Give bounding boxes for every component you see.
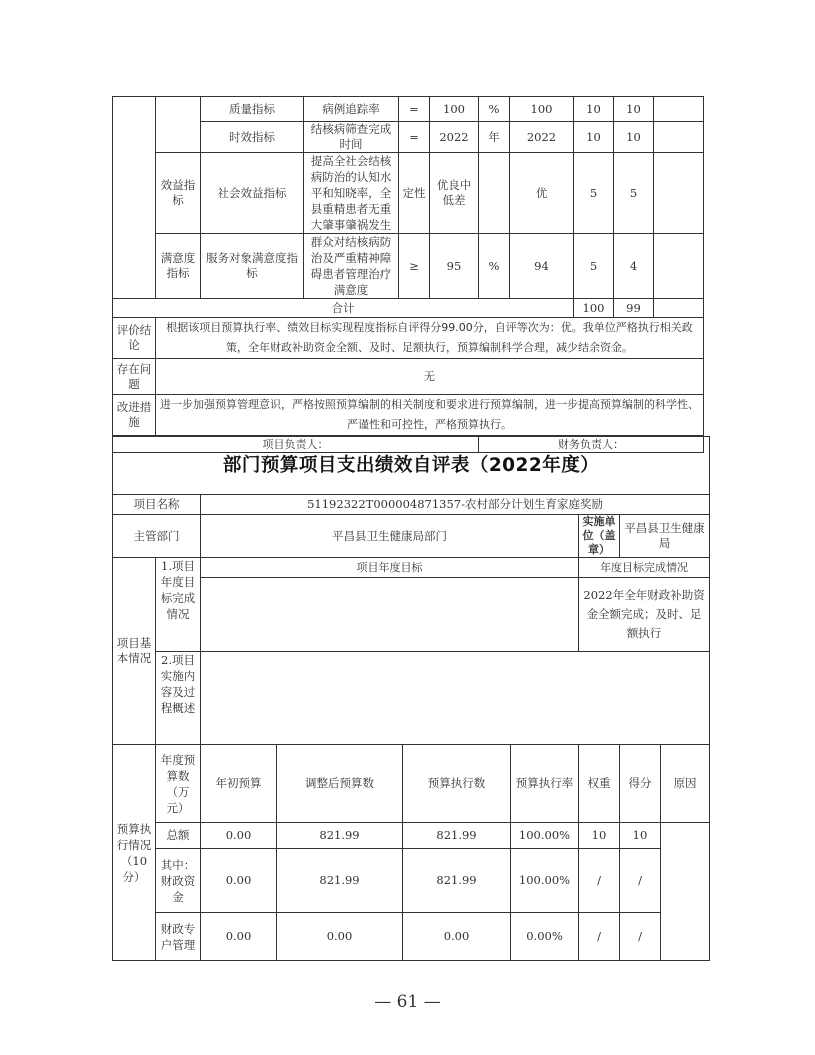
score-value: / bbox=[620, 913, 661, 961]
project-name-label: 项目名称 bbox=[113, 495, 201, 515]
executed-value: 821.99 bbox=[403, 849, 511, 913]
rate-value: 100.00% bbox=[511, 849, 579, 913]
score: 10 bbox=[614, 122, 654, 153]
completion-text: 2022年全年财政补助资金全额完成；及时、足额执行 bbox=[579, 578, 710, 652]
table-row bbox=[113, 153, 704, 234]
goal-header-row bbox=[113, 558, 710, 578]
sub-indicator: 服务对象满意度指标 bbox=[201, 234, 304, 299]
initial-value: 0.00 bbox=[201, 849, 277, 913]
rate-value: 100.00% bbox=[511, 823, 579, 849]
conclusion-row bbox=[113, 318, 704, 359]
total-weight: 100 bbox=[574, 299, 614, 318]
blank-cell bbox=[654, 299, 704, 318]
budget-unit-header: 年度预算数（万元） bbox=[156, 745, 201, 823]
impl-unit: 平昌县卫生健康局 bbox=[620, 515, 710, 558]
problems-row bbox=[113, 359, 704, 395]
unit: 年 bbox=[479, 122, 510, 153]
indicator: 提高全社会结核病防治的认知水平和知晓率，全县重精患者无重大肇事肇祸发生 bbox=[304, 153, 399, 234]
goal-header: 项目年度目标 bbox=[201, 558, 579, 578]
impl-section-label: 2.项目实施内容及过程概述 bbox=[156, 652, 201, 745]
impl-text bbox=[201, 652, 710, 745]
executed-header: 预算执行数 bbox=[403, 745, 511, 823]
measures-label: 改进措施 bbox=[113, 395, 156, 436]
goal-content-row bbox=[113, 578, 710, 652]
budget-section-label: 预算执行情况（10分） bbox=[113, 745, 156, 961]
weight: 5 bbox=[574, 153, 614, 234]
sub-indicator: 时效指标 bbox=[201, 122, 304, 153]
executed-value: 821.99 bbox=[403, 823, 511, 849]
actual: 优 bbox=[510, 153, 574, 234]
conclusion-label: 评价结论 bbox=[113, 318, 156, 359]
self-evaluation-form bbox=[112, 436, 710, 961]
impl-content-row bbox=[113, 652, 710, 745]
dept: 平昌县卫生健康局部门 bbox=[201, 515, 579, 558]
initial-value: 0.00 bbox=[201, 823, 277, 849]
dept-label: 主管部门 bbox=[113, 515, 201, 558]
adjusted-value: 0.00 bbox=[277, 913, 403, 961]
note bbox=[654, 122, 704, 153]
total-score: 99 bbox=[614, 299, 654, 318]
actual: 94 bbox=[510, 234, 574, 299]
sub-indicator: 质量指标 bbox=[201, 97, 304, 122]
finance-lead-signature: 财务负责人： bbox=[479, 436, 704, 453]
problems-label: 存在问题 bbox=[113, 359, 156, 395]
total-row bbox=[113, 299, 704, 318]
unit bbox=[479, 153, 510, 234]
score-value: 10 bbox=[620, 823, 661, 849]
weight: 5 bbox=[574, 234, 614, 299]
unit: % bbox=[479, 234, 510, 299]
actual: 2022 bbox=[510, 122, 574, 153]
indicator: 群众对结核病防治及严重精神障碍患者管理治疗满意度 bbox=[304, 234, 399, 299]
adjusted-value: 821.99 bbox=[277, 849, 403, 913]
indicator: 结核病筛查完成时间 bbox=[304, 122, 399, 153]
weight-value: 10 bbox=[579, 823, 620, 849]
table-row bbox=[113, 97, 704, 122]
target: 优良中低差 bbox=[430, 153, 479, 234]
unit: % bbox=[479, 97, 510, 122]
budget-header-row bbox=[113, 745, 710, 823]
budget-row-label: 其中：财政资金 bbox=[156, 849, 201, 913]
goal-text bbox=[201, 578, 579, 652]
impl-unit-label: 实施单位（盖章） bbox=[579, 515, 620, 558]
score: 5 bbox=[614, 153, 654, 234]
operator: 定性 bbox=[399, 153, 430, 234]
form-title: 部门预算项目支出绩效自评表（2022年度） bbox=[113, 437, 710, 495]
goal-section-label: 1.项目年度目标完成情况 bbox=[156, 558, 201, 652]
category: 满意度指标 bbox=[156, 234, 201, 299]
measures-text: 进一步加强预算管理意识，严格按照预算编制的相关制度和要求进行预算编制，进一步提高预算编制的科学性、严谨性和可控性，严格预算执行。 bbox=[156, 395, 704, 436]
score-value: / bbox=[620, 849, 661, 913]
blank-cell bbox=[113, 97, 156, 299]
operator: = bbox=[399, 97, 430, 122]
target: 100 bbox=[430, 97, 479, 122]
target: 95 bbox=[430, 234, 479, 299]
budget-row-label: 财政专户管理 bbox=[156, 913, 201, 961]
rate-header: 预算执行率 bbox=[511, 745, 579, 823]
operator: = bbox=[399, 122, 430, 153]
weight: 10 bbox=[574, 122, 614, 153]
budget-row-label: 总额 bbox=[156, 823, 201, 849]
weight-value: / bbox=[579, 913, 620, 961]
budget-row bbox=[113, 913, 710, 961]
performance-indicator-table bbox=[112, 96, 704, 453]
score: 10 bbox=[614, 97, 654, 122]
budget-row bbox=[113, 849, 710, 913]
project-name: 51192322T000004871357-农村部分计划生育家庭奖励 bbox=[201, 495, 710, 515]
weight: 10 bbox=[574, 97, 614, 122]
indicator: 病例追踪率 bbox=[304, 97, 399, 122]
target: 2022 bbox=[430, 122, 479, 153]
rate-value: 0.00% bbox=[511, 913, 579, 961]
weight-header: 权重 bbox=[579, 745, 620, 823]
weight-value: / bbox=[579, 849, 620, 913]
dept-row bbox=[113, 515, 710, 558]
page-number: — 61 — bbox=[374, 992, 441, 1012]
total-label: 合计 bbox=[113, 299, 574, 318]
basic-info-label: 项目基本情况 bbox=[113, 558, 156, 745]
project-lead-signature: 项目负责人： bbox=[113, 436, 479, 453]
actual: 100 bbox=[510, 97, 574, 122]
budget-row bbox=[113, 823, 710, 849]
score: 4 bbox=[614, 234, 654, 299]
sub-indicator: 社会效益指标 bbox=[201, 153, 304, 234]
conclusion-text: 根据该项目预算执行率、绩效目标实现程度指标自评得分99.00分，自评等次为：优。我单位严格执行相关政策，全年财政补助资金全额、及时、足额执行，预算编制科学合理，减少结余资金。 bbox=[156, 318, 704, 359]
problems-text: 无 bbox=[156, 359, 704, 395]
adjusted-header: 调整后预算数 bbox=[277, 745, 403, 823]
project-name-row bbox=[113, 495, 710, 515]
initial-value: 0.00 bbox=[201, 913, 277, 961]
note bbox=[654, 97, 704, 122]
note bbox=[654, 234, 704, 299]
note bbox=[654, 153, 704, 234]
operator: ≥ bbox=[399, 234, 430, 299]
measures-row bbox=[113, 395, 704, 436]
category: 效益指标 bbox=[156, 153, 201, 234]
table-row bbox=[113, 234, 704, 299]
reason-value bbox=[661, 823, 710, 961]
initial-header: 年初预算 bbox=[201, 745, 277, 823]
score-header: 得分 bbox=[620, 745, 661, 823]
completion-header: 年度目标完成情况 bbox=[579, 558, 710, 578]
reason-header: 原因 bbox=[661, 745, 710, 823]
adjusted-value: 821.99 bbox=[277, 823, 403, 849]
blank-cell bbox=[156, 97, 201, 153]
executed-value: 0.00 bbox=[403, 913, 511, 961]
form-title-row bbox=[113, 437, 710, 495]
table-row bbox=[113, 122, 704, 153]
